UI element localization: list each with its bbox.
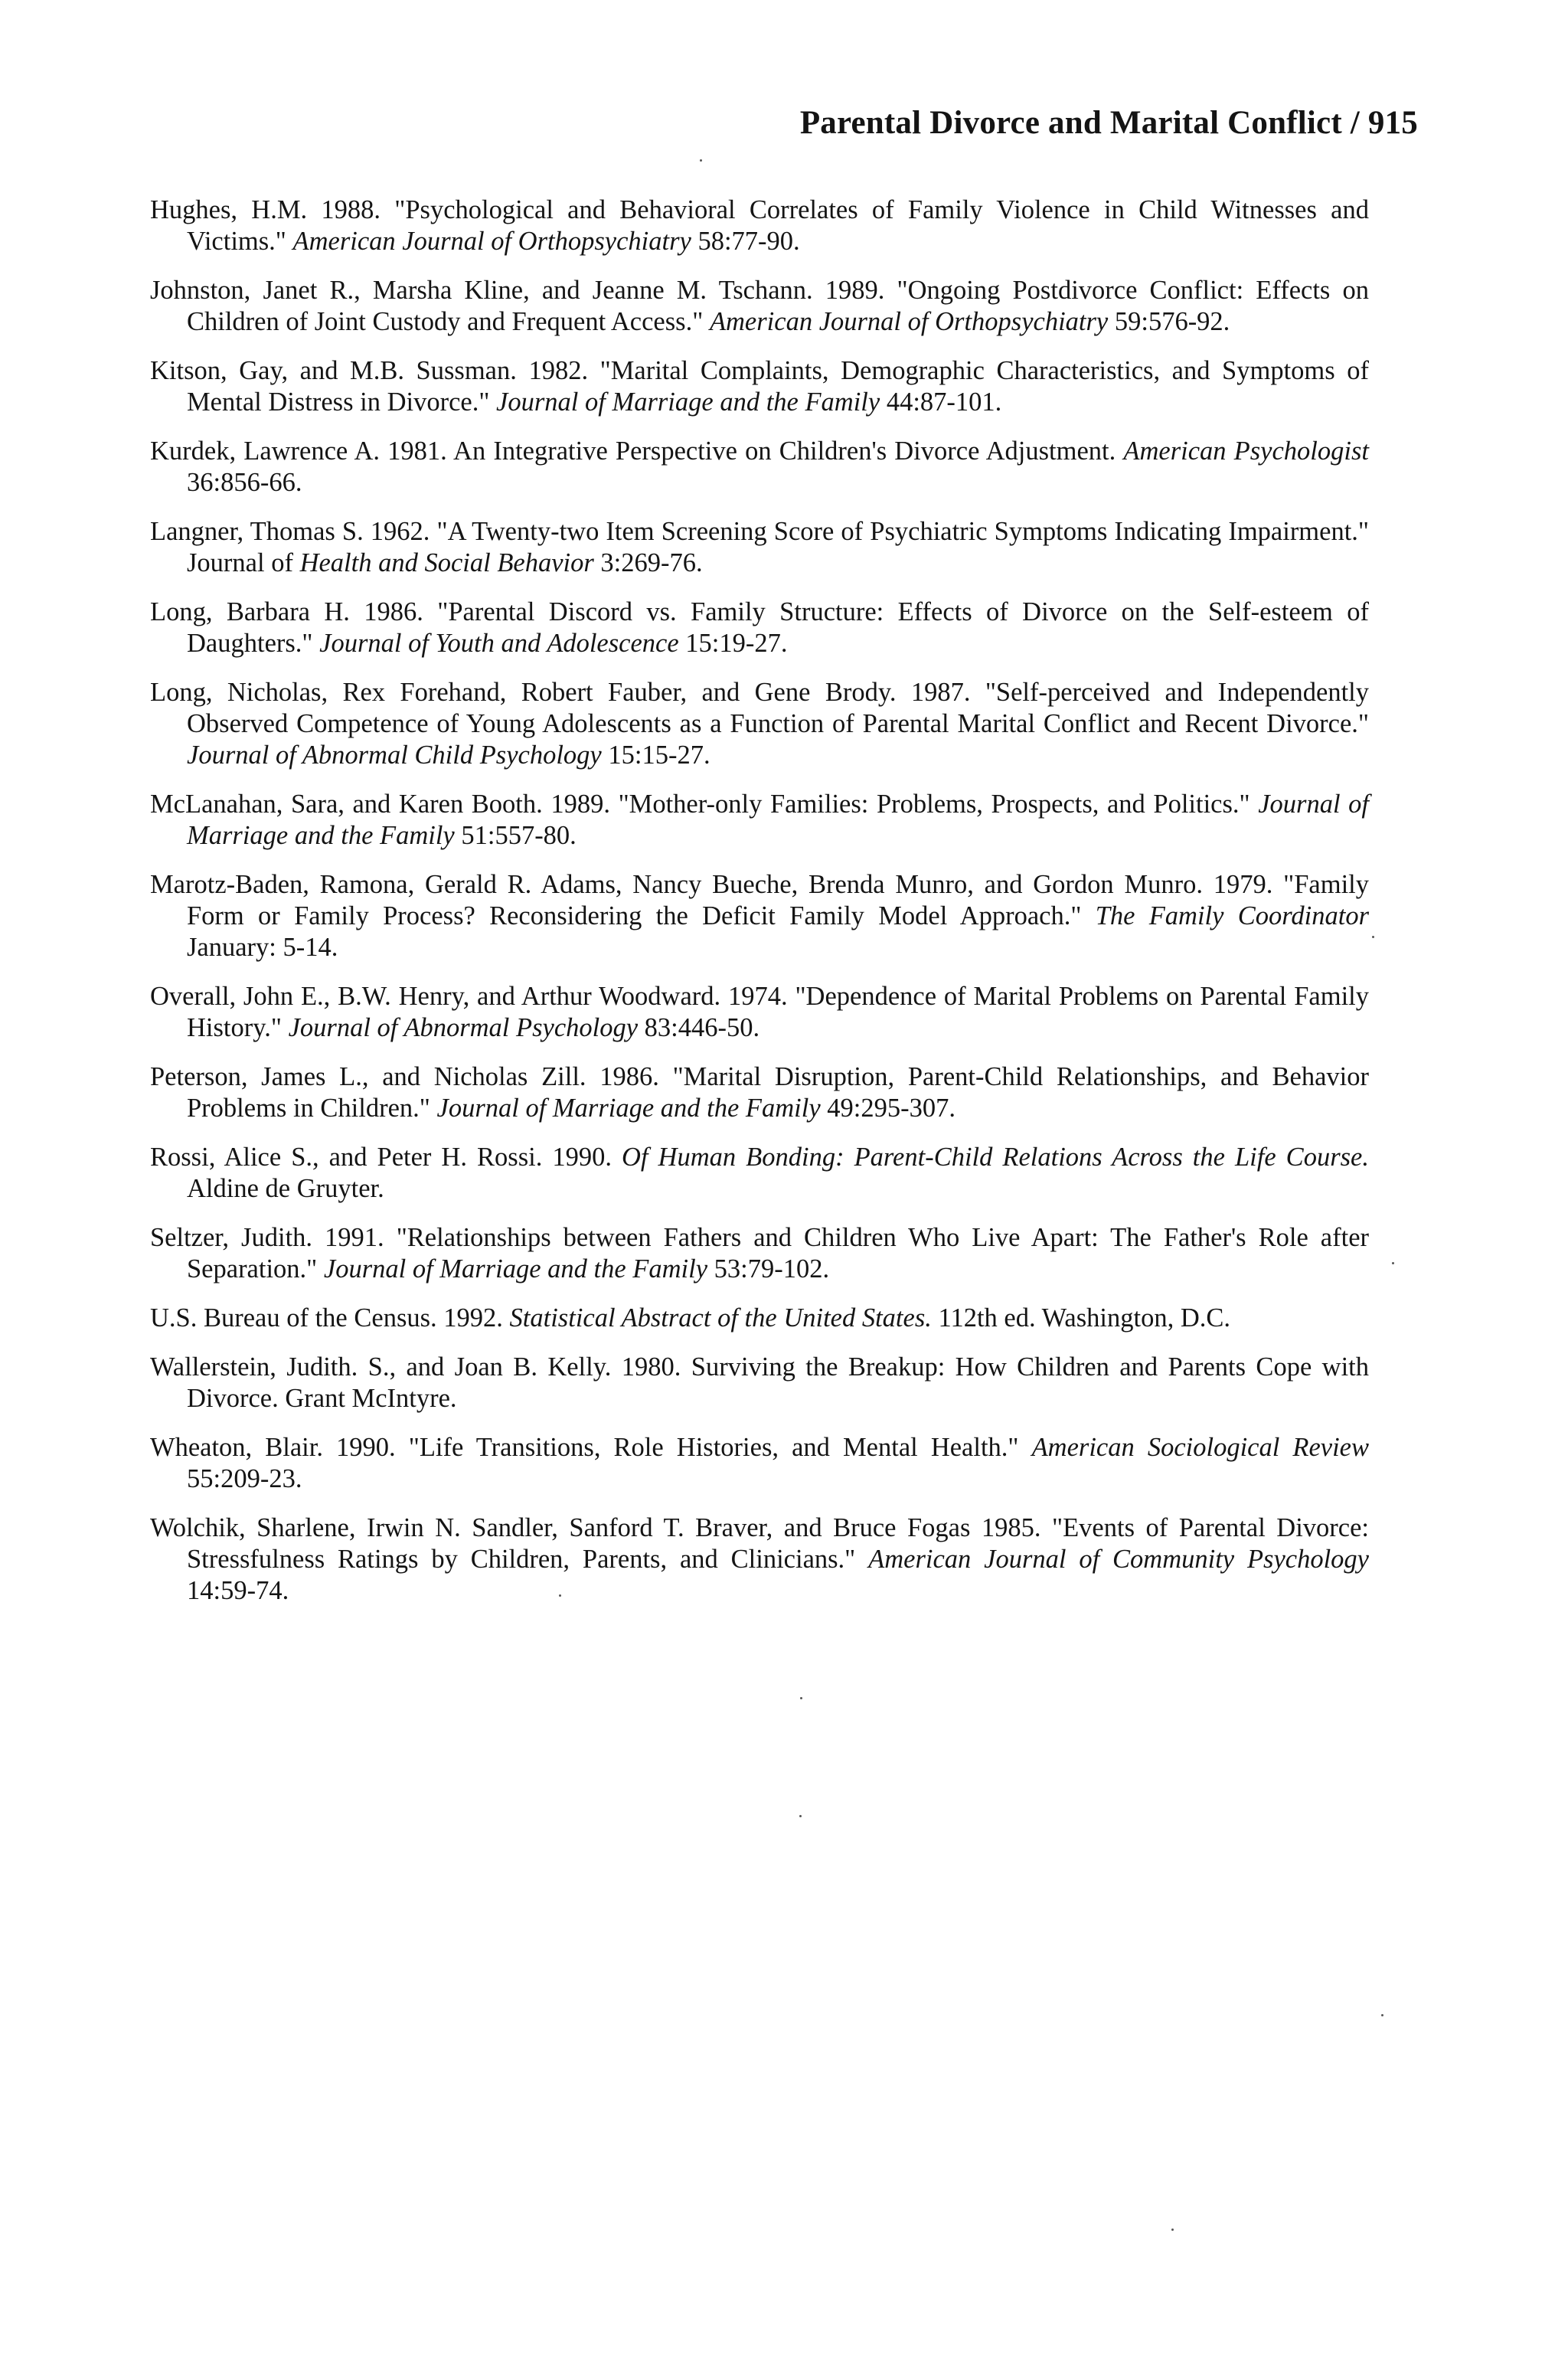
reference-entry: Hughes, H.M. 1988. "Psychological and Behavioral Correlates of Family Violence in Child Witnesses and Victims." American Journal of Orthopsychiatry 58:77-90. bbox=[150, 195, 1369, 256]
scan-speck bbox=[1372, 936, 1374, 938]
scan-speck bbox=[800, 1697, 802, 1699]
scan-speck bbox=[1171, 2229, 1174, 2231]
reference-entry: Overall, John E., B.W. Henry, and Arthur Woodward. 1974. "Dependence of Marital Problems on Parental Family History." Journal of Abnormal Psychology 83:446-50. bbox=[150, 982, 1369, 1042]
reference-entry: Kurdek, Lawrence A. 1981. An Integrative Perspective on Children's Divorce Adjustment. American Psychologist 36:856-66. bbox=[150, 437, 1369, 497]
reference-entry: Kitson, Gay, and M.B. Sussman. 1982. "Marital Complaints, Demographic Characteristics, and Symptoms of Mental Distress in Divorce." Journal of Marriage and the Family 44:87-101. bbox=[150, 356, 1369, 417]
scan-speck bbox=[700, 159, 702, 162]
reference-entry: Johnston, Janet R., Marsha Kline, and Jeanne M. Tschann. 1989. "Ongoing Postdivorce Conflict: Effects on Children of Joint Custody and Frequent Access." American Journal of Orthopsychiatry 59:576-92. bbox=[150, 276, 1369, 336]
reference-entry: Wheaton, Blair. 1990. "Life Transitions, Role Histories, and Mental Health." American Sociological Review 55:209-23. bbox=[150, 1433, 1370, 1493]
scan-speck bbox=[1381, 2014, 1383, 2016]
reference-entry: Peterson, James L., and Nicholas Zill. 1986. "Marital Disruption, Parent-Child Relationships, and Behavior Problems in Children." Journal of Marriage and the Family 49:295-307. bbox=[150, 1062, 1369, 1123]
reference-entry: Rossi, Alice S., and Peter H. Rossi. 1990. Of Human Bonding: Parent-Child Relations Across the Life Course. Aldine de Gruyter. bbox=[150, 1143, 1369, 1203]
reference-entry: Wallerstein, Judith. S., and Joan B. Kelly. 1980. Surviving the Breakup: How Children and Parents Cope with Divorce. Grant McIntyre. bbox=[150, 1352, 1369, 1413]
reference-entry: Seltzer, Judith. 1991. "Relationships between Fathers and Children Who Live Apart: The Father's Role after Separation." Journal of Marriage and the Family 53:79-102. bbox=[150, 1223, 1369, 1284]
scan-speck bbox=[559, 1594, 561, 1597]
reference-entry: McLanahan, Sara, and Karen Booth. 1989. "Mother-only Families: Problems, Prospects, and Politics." Journal of Marriage and the Family 51:557-80. bbox=[150, 790, 1369, 850]
reference-entry: Langner, Thomas S. 1962. "A Twenty-two Item Screening Score of Psychiatric Symptoms Indicating Impairment." Journal of Health and Social Behavior 3:269-76. bbox=[150, 517, 1369, 577]
scan-speck bbox=[799, 1815, 802, 1817]
reference-entry: Long, Nicholas, Rex Forehand, Robert Fauber, and Gene Brody. 1987. "Self-perceived and Independently Observed Competence of Young Adolescents as a Function of Parental Marital Conflict and Recent Divorce." Journal of Abnormal Child Psychology 15:15-27. bbox=[150, 678, 1369, 770]
reference-entry: Wolchik, Sharlene, Irwin N. Sandler, Sanford T. Braver, and Bruce Fogas 1985. "Events of Parental Divorce: Stressfulness Ratings by Children, Parents, and Clinicians." American Journal of Community Psychology 14:59-74. bbox=[150, 1513, 1369, 1605]
scan-speck bbox=[1392, 1262, 1394, 1264]
reference-entry: Long, Barbara H. 1986. "Parental Discord vs. Family Structure: Effects of Divorce on the Self-esteem of Daughters." Journal of Youth and Adolescence 15:19-27. bbox=[150, 597, 1369, 658]
running-head: Parental Divorce and Marital Conflict / 915 bbox=[799, 105, 1418, 141]
reference-list bbox=[150, 195, 1369, 1624]
reference-entry: Marotz-Baden, Ramona, Gerald R. Adams, Nancy Bueche, Brenda Munro, and Gordon Munro. 1979. "Family Form or Family Process? Reconsidering the Deficit Family Model Approach." The Family Coordinator January: 5-14. bbox=[150, 870, 1369, 962]
reference-entry: U.S. Bureau of the Census. 1992. Statistical Abstract of the United States. 112th ed. Washington, D.C. bbox=[150, 1303, 1231, 1333]
